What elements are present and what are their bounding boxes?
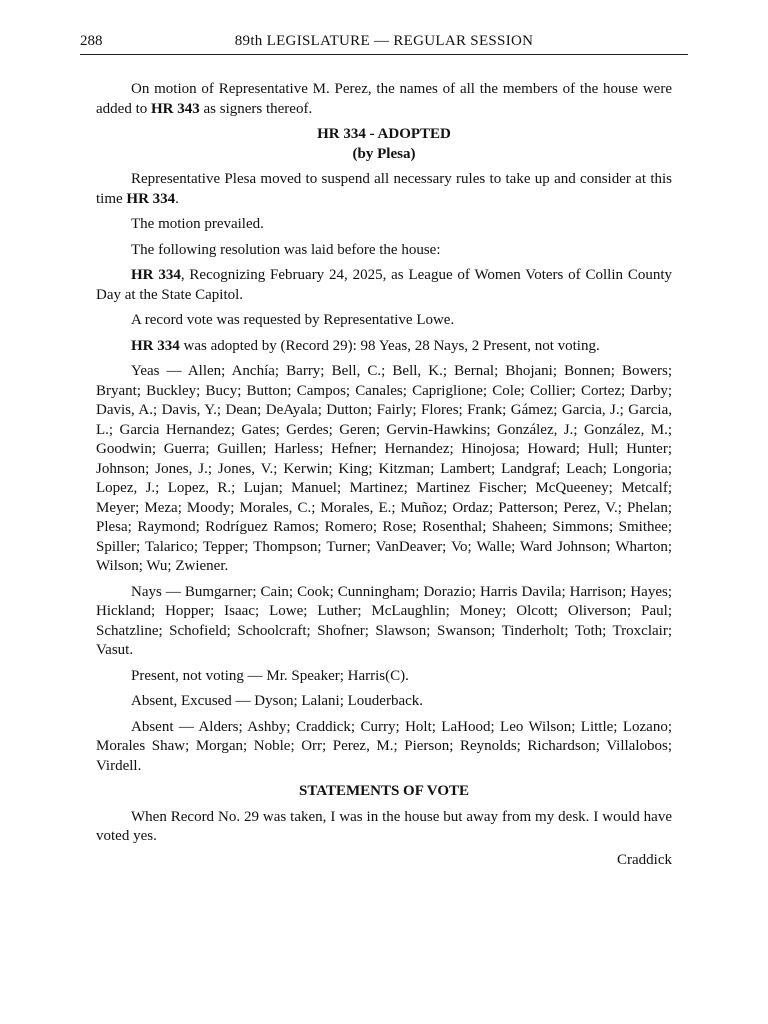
paragraph-record-request: A record vote was requested by Representative Lowe. — [131, 312, 455, 328]
page-body — [96, 80, 672, 870]
nays-list: Nays — Bumgarner; Cain; Cook; Cunningham; Dorazio; Harris Davila; Harrison; Hayes; Hickland; Hopper; Isaac; Lowe; Luther; McLaughlin; Money; Olcott; Oliverson; Paul; Schatzline; Schofield; Schoolcraft; Shofner; Slawson; Swanson; Tinderholt; Toth; Troxclair; Vasut. — [96, 583, 672, 658]
paragraph-prevailed: The motion prevailed. — [131, 216, 264, 232]
heading-author: (by Plesa) — [352, 145, 416, 162]
paragraph-adopted-vote: HR 334 was adopted by (Record 29): 98 Yeas, 28 Nays, 2 Present, not voting. — [131, 337, 600, 354]
yeas-list: Yeas — Allen; Anchía; Barry; Bell, C.; Bell, K.; Bernal; Bhojani; Bonnen; Bowers; Bryant; Buckley; Bucy; Button; Campos; Canales; Capriglione; Cole; Collier; Cortez; Darby; Davis, A.; Davis, Y.; Dean; DeAyala; Dutton; Fairly; Flores; Frank; Gámez; Garcia, J.; Garcia, L.; Garcia Hernandez; Gates; Gerdes; Geren; Gervin-Hawkins; González, J.; González, M.; Goodwin; Guerra; Guillen; Harless; Hefner; Hernandez; Hinojosa; Howard; Hull; Hunter; Johnson; Jones, J.; Jones, V.; Kerwin; King; Kitzman; Lambert; Landgraf; Leach; Longoria; Lopez, J.; Lopez, R.; Lujan; Manuel; Martinez; Martinez Fischer; McQueeney; Metcalf; Meyer; Meza; Moody; Morales, C.; Morales, E.; Muñoz; Ordaz; Patterson; Perez, V.; Phelan; Plesa; Raymond; Rodríguez Ramos; Romero; Rose; Rosenthal; Shaheen; Simmons; Smithee; Spiller; Talarico; Tepper; Thompson; Turner; VanDeaver; Vo; Walle; Ward Johnson; Wharton; Wilson; Wu; Zwiener. — [96, 363, 672, 574]
paragraph-laid-before: The following resolution was laid before the house: — [131, 241, 441, 258]
bill-ref: HR 334 — [131, 267, 181, 283]
bill-ref: HR 334 — [131, 337, 180, 354]
bill-ref: HR 343 — [150, 100, 200, 117]
present-list: Present, not voting — Mr. Speaker; Harris(C). — [131, 667, 409, 684]
paragraph-statement: When Record No. 29 was taken, I was in the house but away from my desk. I would have voted yes. — [96, 808, 672, 844]
absent-excused-list: Absent, Excused — Dyson; Lalani; Louderback. — [131, 693, 424, 709]
page-number: 288 — [80, 33, 103, 49]
section-heading — [96, 125, 672, 164]
statement-signature: Craddick — [617, 851, 672, 868]
bill-ref: HR 334 — [126, 190, 176, 207]
heading-adopted: HR 334 - ADOPTED — [317, 126, 451, 142]
page-header — [80, 32, 688, 55]
absent-list: Absent — Alders; Ashby; Craddick; Curry; Holt; LaHood; Leo Wilson; Little; Lozano; Morales Shaw; Morgan; Noble; Orr; Perez, M.; Pierson; Reynolds; Richardson; Villalobos; Virdell. — [96, 718, 672, 774]
heading-statements-of-vote: STATEMENTS OF VOTE — [298, 783, 470, 799]
paragraph-resolution: HR 334, Recognizing February 24, 2025, as League of Women Voters of Collin County Day at the State Capitol. — [96, 267, 673, 303]
paragraph-signers: On motion of Representative M. Perez, the names of all the members of the house were added to HR 343 as signers thereof. — [96, 81, 672, 117]
paragraph-motion: Representative Plesa moved to suspend all necessary rules to take up and consider at this time HR 334. — [96, 171, 672, 207]
running-title: 89th LEGISLATURE — REGULAR SESSION — [234, 33, 534, 49]
